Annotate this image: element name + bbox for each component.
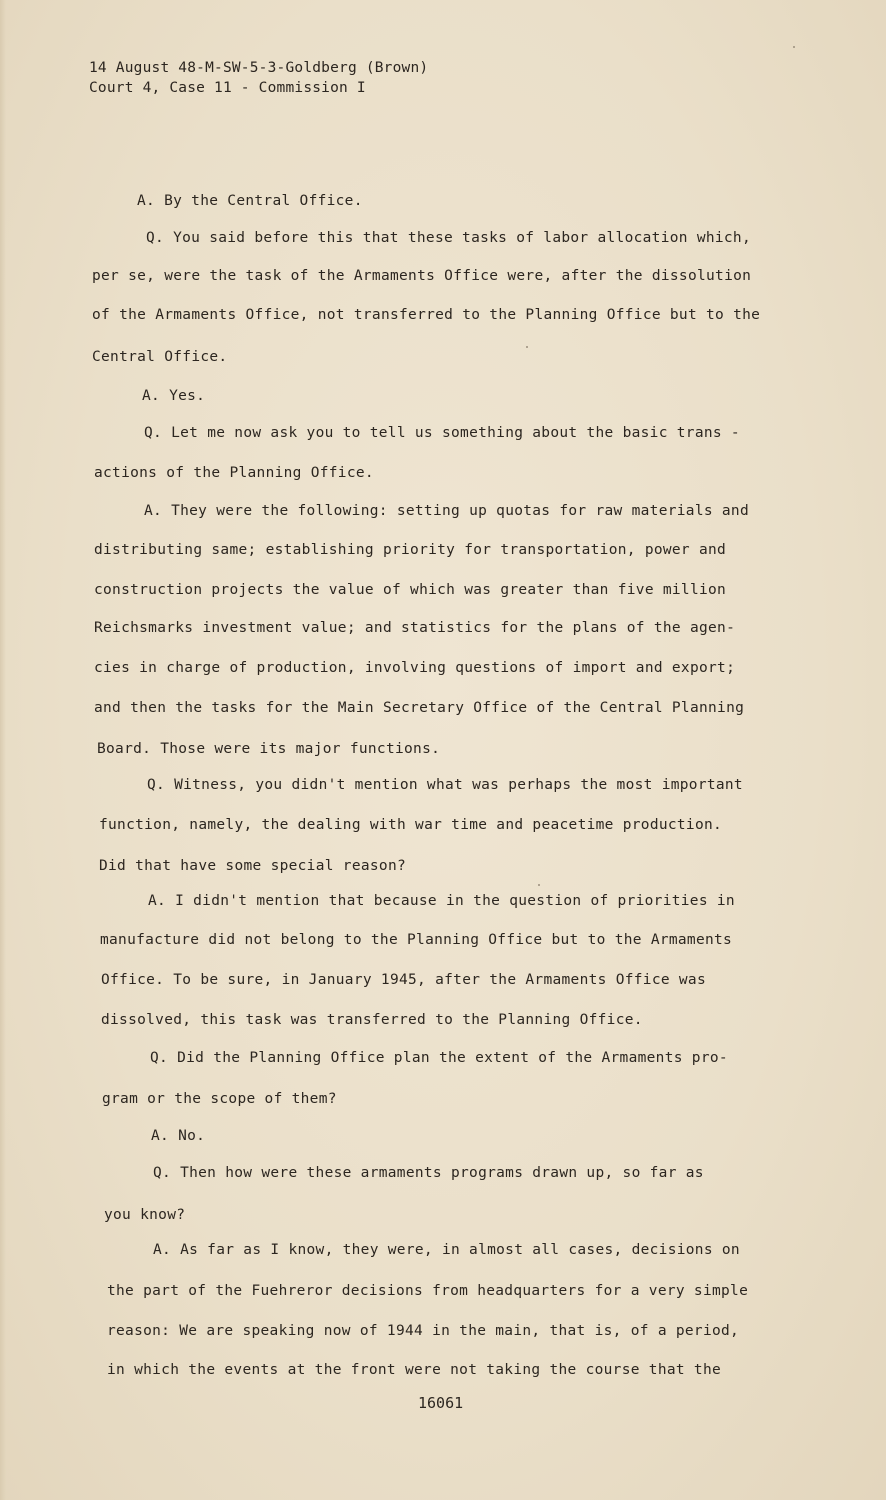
- transcript-line: Reichsmarks investment value; and statistics for the plans of the agen-: [94, 620, 736, 636]
- page-number: 16061: [418, 1394, 464, 1412]
- transcript-line: actions of the Planning Office.: [94, 465, 374, 481]
- transcript-line: Did that have some special reason?: [99, 858, 407, 874]
- transcript-line: A. I didn't mention that because in the question of priorities in: [148, 893, 735, 909]
- transcript-line: Central Office.: [92, 349, 228, 365]
- transcript-line: gram or the scope of them?: [102, 1091, 337, 1107]
- transcript-line: A. As far as I know, they were, in almost all cases, decisions on: [153, 1242, 740, 1258]
- transcript-line: Q. Then how were these armaments programs drawn up, so far as: [153, 1165, 704, 1181]
- transcript-line: Q. Witness, you didn't mention what was perhaps the most important: [147, 777, 743, 793]
- transcript-line: reason: We are speaking now of 1944 in the main, that is, of a period,: [107, 1323, 740, 1339]
- transcript-line: A. They were the following: setting up quotas for raw materials and: [144, 503, 749, 519]
- paper-speck: [526, 346, 528, 348]
- transcript-line: dissolved, this task was transferred to the Planning Office.: [101, 1012, 643, 1028]
- transcript-line: and then the tasks for the Main Secretary Office of the Central Planning: [94, 700, 745, 716]
- transcript-line: manufacture did not belong to the Planning Office but to the Armaments: [100, 932, 733, 948]
- transcript-line: cies in charge of production, involving questions of import and export;: [94, 660, 736, 676]
- page-edge-shadow: [0, 0, 6, 1500]
- transcript-line: you know?: [104, 1207, 186, 1223]
- transcript-line: distributing same; establishing priority for transportation, power and: [94, 542, 727, 558]
- transcript-line: function, namely, the dealing with war time and peacetime production.: [99, 817, 723, 833]
- transcript-line: in which the events at the front were not taking the course that the: [107, 1362, 722, 1378]
- transcript-line: construction projects the value of which was greater than five million: [94, 582, 727, 598]
- document-header: [89, 58, 428, 98]
- transcript-line: A. No.: [151, 1128, 206, 1144]
- header-line-date: 14 August 48-M-SW-5-3-Goldberg (Brown): [89, 60, 429, 76]
- transcript-line: Q. Let me now ask you to tell us something about the basic trans -: [144, 425, 740, 441]
- paper-speck: [538, 884, 540, 886]
- transcript-line: Q. Did the Planning Office plan the extent of the Armaments pro-: [150, 1050, 728, 1066]
- transcript-line: per se, were the task of the Armaments Office were, after the dissolution: [92, 268, 752, 284]
- transcript-line: Board. Those were its major functions.: [97, 741, 441, 757]
- transcript-line: A. By the Central Office.: [137, 193, 363, 209]
- transcript-line: Office. To be sure, in January 1945, after the Armaments Office was: [101, 972, 706, 988]
- transcript-line: of the Armaments Office, not transferred to the Planning Office but to the: [92, 307, 761, 323]
- transcript-line: A. Yes.: [142, 388, 206, 404]
- paper-speck: [793, 46, 795, 48]
- header-line-court: Court 4, Case 11 - Commission I: [89, 80, 366, 96]
- transcript-line: the part of the Fuehreror decisions from headquarters for a very simple: [107, 1283, 749, 1299]
- transcript-line: Q. You said before this that these tasks of labor allocation which,: [146, 230, 751, 246]
